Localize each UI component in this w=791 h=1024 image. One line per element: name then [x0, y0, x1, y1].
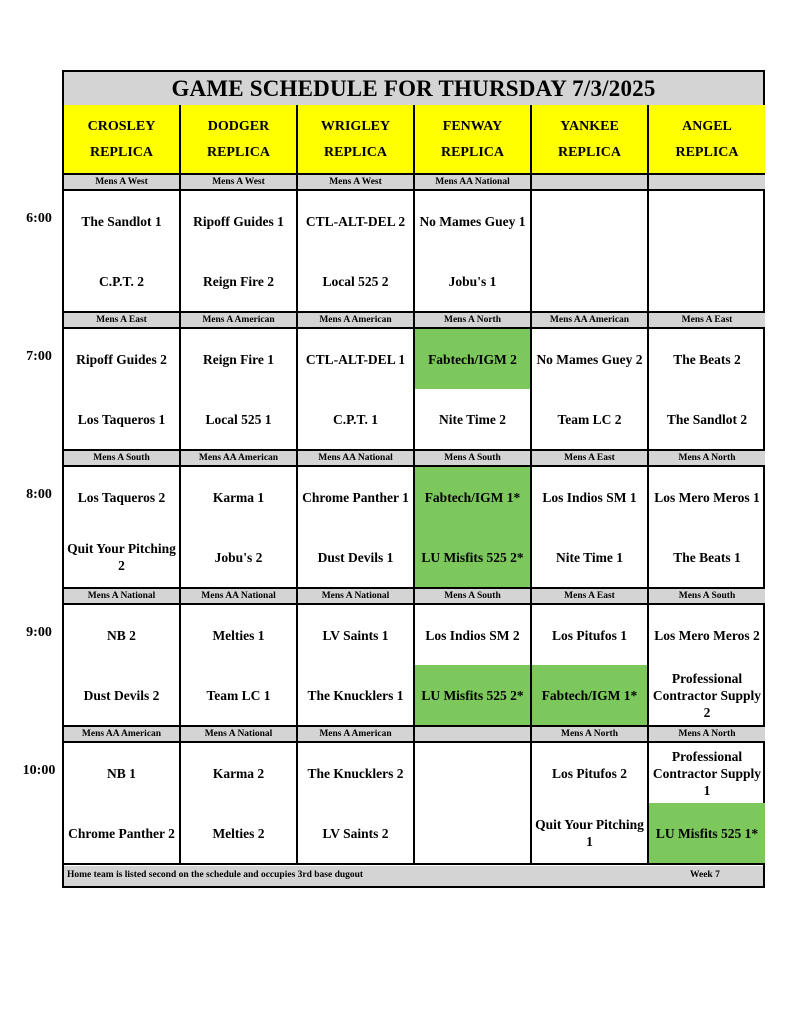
home-team: Professional Contractor Supply 2: [649, 665, 765, 727]
field-name: DODGER: [207, 119, 270, 134]
division-label: Mens A American: [298, 727, 415, 743]
division-label: Mens A East: [649, 313, 765, 329]
footer-bar: [64, 866, 763, 886]
division-label: Mens A West: [298, 175, 415, 191]
home-team: LV Saints 2: [298, 803, 415, 865]
field-subtitle: REPLICA: [440, 145, 504, 160]
division-label: Mens AA American: [532, 313, 649, 329]
division-label: Mens AA American: [181, 451, 298, 467]
week-label: Week 7: [690, 870, 720, 880]
away-team: Karma 2: [181, 743, 298, 803]
away-team: Los Indios SM 2: [415, 605, 532, 665]
home-team: Dust Devils 1: [298, 527, 415, 589]
away-team: The Knucklers 2: [298, 743, 415, 803]
time-label: 6:00: [26, 211, 52, 226]
away-team: Los Mero Meros 2: [654, 627, 760, 643]
home-team: Jobu's 2: [181, 527, 298, 589]
home-team: LU Misfits 525 2*: [415, 665, 532, 727]
field-name: ANGEL: [682, 119, 732, 134]
division-label: Mens A North: [649, 727, 765, 743]
division-label: Mens A North: [532, 727, 649, 743]
home-team: Fabtech/IGM 1*: [532, 665, 649, 727]
division-label: Mens A National: [298, 589, 415, 605]
schedule-title: GAME SCHEDULE FOR THURSDAY 7/3/2025: [64, 72, 763, 107]
home-team: [649, 251, 765, 313]
division-label: Mens A East: [532, 589, 649, 605]
home-team: LU Misfits 525 1*: [649, 803, 765, 865]
away-team: LV Saints 1: [298, 605, 415, 665]
field-header-crosley: [64, 105, 181, 175]
division-label: Mens A West: [64, 175, 181, 191]
away-team: Fabtech/IGM 1*: [415, 467, 532, 527]
away-team: No Mames Guey 1: [415, 191, 532, 251]
home-team: The Knucklers 1: [298, 665, 415, 727]
division-label: Mens A North: [649, 451, 765, 467]
division-label: Mens AA American: [64, 727, 181, 743]
away-team: Karma 1: [181, 467, 298, 527]
division-label: Mens A National: [181, 727, 298, 743]
home-team: Nite Time 2: [415, 389, 532, 451]
field-name: YANKEE: [560, 119, 619, 134]
home-team: Nite Time 1: [532, 527, 649, 589]
away-team: Los Pitufos 2: [532, 743, 649, 803]
schedule-table: [62, 70, 765, 888]
away-team: No Mames Guey 2: [532, 329, 649, 389]
home-team: Dust Devils 2: [64, 665, 181, 727]
field-header-angel: [649, 105, 765, 175]
home-team: LU Misfits 525 2*: [415, 527, 532, 589]
division-label: Mens A South: [415, 589, 532, 605]
division-label: Mens AA National: [181, 589, 298, 605]
footer-note: Home team is listed second on the schedule and occupies 3rd base dugout: [67, 870, 364, 880]
field-name: FENWAY: [442, 119, 503, 134]
home-team: The Beats 1: [649, 527, 765, 589]
home-team: [532, 251, 649, 313]
away-team: Ripoff Guides 1: [181, 191, 298, 251]
away-team: Chrome Panther 1: [298, 467, 415, 527]
home-team: Reign Fire 2: [181, 251, 298, 313]
away-team: The Sandlot 1: [64, 191, 181, 251]
home-team: Local 525 2: [298, 251, 415, 313]
division-label: Mens A East: [64, 313, 181, 329]
home-team: Jobu's 1: [415, 251, 532, 313]
home-team: [415, 803, 532, 865]
home-team: Quit Your Pitching 2: [64, 527, 181, 589]
field-name: CROSLEY: [87, 119, 156, 134]
away-team: Melties 1: [181, 605, 298, 665]
away-team: Los Mero Meros 1: [654, 489, 760, 505]
home-team: Team LC 2: [532, 389, 649, 451]
away-team: CTL-ALT-DEL 2: [298, 191, 415, 251]
home-team: Quit Your Pitching 1: [532, 803, 649, 865]
division-label: Mens A West: [181, 175, 298, 191]
field-subtitle: REPLICA: [206, 145, 270, 160]
division-label: Mens A South: [649, 589, 765, 605]
division-label: Mens AA National: [298, 451, 415, 467]
time-label: 7:00: [26, 349, 52, 364]
away-team: Los Pitufos 1: [532, 605, 649, 665]
field-subtitle: REPLICA: [89, 145, 153, 160]
field-subtitle: REPLICA: [675, 145, 739, 160]
away-team: The Beats 2: [673, 351, 741, 367]
division-label: Mens A South: [64, 451, 181, 467]
away-team: NB 2: [64, 605, 181, 665]
division-label: Mens A North: [415, 313, 532, 329]
time-label: 8:00: [26, 487, 52, 502]
field-subtitle: REPLICA: [323, 145, 387, 160]
home-team: Local 525 1: [181, 389, 298, 451]
away-team: Los Indios SM 1: [532, 467, 649, 527]
field-header-yankee: [532, 105, 649, 175]
away-team: NB 1: [64, 743, 181, 803]
division-label: Mens A American: [181, 313, 298, 329]
home-team: Team LC 1: [181, 665, 298, 727]
away-team: CTL-ALT-DEL 1: [298, 329, 415, 389]
home-team: The Sandlot 2: [649, 389, 765, 451]
time-label: 9:00: [26, 625, 52, 640]
home-team: C.P.T. 2: [64, 251, 181, 313]
division-label: Mens A East: [532, 451, 649, 467]
home-team: Chrome Panther 2: [64, 803, 181, 865]
away-team: Professional Contractor Supply 1: [652, 748, 762, 798]
home-team: C.P.T. 1: [298, 389, 415, 451]
away-team: [649, 191, 765, 251]
away-team: Ripoff Guides 2: [64, 329, 181, 389]
field-name: WRIGLEY: [320, 119, 391, 134]
division-label: Mens A American: [298, 313, 415, 329]
home-team: Los Taqueros 1: [64, 389, 181, 451]
away-team: Los Taqueros 2: [64, 467, 181, 527]
division-label: Mens A National: [64, 589, 181, 605]
division-label: [649, 175, 765, 191]
division-label: [415, 727, 532, 743]
field-header-dodger: [181, 105, 298, 175]
division-label: [532, 175, 649, 191]
division-label: Mens AA National: [415, 175, 532, 191]
away-team: Reign Fire 1: [181, 329, 298, 389]
field-header-wrigley: [298, 105, 415, 175]
away-team: [532, 191, 649, 251]
field-header-fenway: [415, 105, 532, 175]
away-team: Fabtech/IGM 2: [415, 329, 532, 389]
field-subtitle: REPLICA: [557, 145, 621, 160]
division-label: Mens A South: [415, 451, 532, 467]
away-team: [415, 743, 532, 803]
home-team: Melties 2: [181, 803, 298, 865]
time-label: 10:00: [22, 763, 56, 778]
